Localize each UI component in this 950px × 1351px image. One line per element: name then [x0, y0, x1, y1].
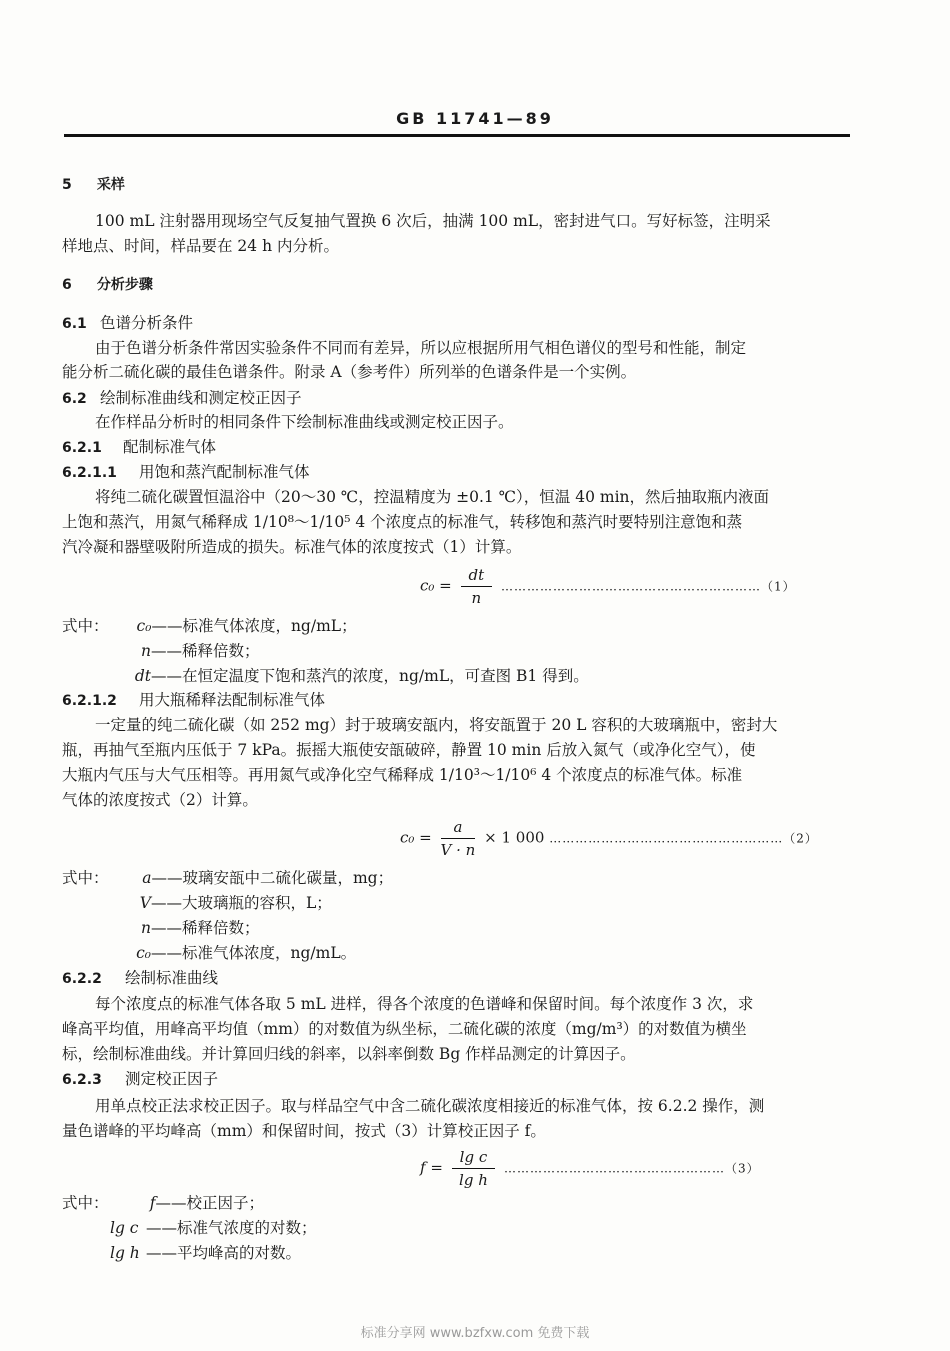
section-title: 用大瓶稀释法配制标准气体 — [138, 691, 325, 709]
definition-line — [113, 641, 260, 661]
equation-tag: ………………………………………………（2） — [549, 831, 818, 846]
section-title: 绘制标准曲线 — [124, 969, 218, 987]
fraction — [461, 566, 493, 607]
paragraph-line: 标，绘制标准曲线。并计算回归线的斜率，以斜率倒数 Bg 作样品测定的计算因子。 — [62, 1045, 636, 1063]
paragraph-line: 量色谱峰的平均峰高（mm）和保留时间，按式（3）计算校正因子 f。 — [62, 1122, 546, 1140]
fraction-denominator: V · n — [440, 841, 476, 859]
section-number: 6.2.1.1 — [62, 465, 117, 481]
definition-line — [62, 616, 357, 636]
paragraph-line: 将纯二硫化碳置恒温浴中（20～30 ℃，控温精度为 ±0.1 ℃），恒温 40 min，然后抽取瓶内液面 — [95, 488, 770, 506]
fraction-numerator: lg c — [452, 1148, 496, 1169]
section-title: 绘制标准曲线和测定校正因子 — [99, 389, 302, 407]
definition-symbol: lg c — [110, 1219, 139, 1237]
fraction — [452, 1148, 496, 1189]
definition-line — [113, 918, 260, 938]
section-6-1-heading — [62, 313, 193, 334]
paragraph-line: 峰高平均值，用峰高平均值（mm）的对数值为纵坐标，二硫化碳的浓度（mg/m³）的对数值为横坐 — [62, 1020, 747, 1038]
definition-line — [113, 893, 332, 913]
section-number: 6.2.1.2 — [62, 693, 117, 709]
definition-text: ——平均峰高的对数。 — [146, 1244, 302, 1262]
section-number: 6.2 — [62, 391, 87, 407]
paragraph-line: 每个浓度点的标准气体各取 5 mL 进样，得各个浓度的色谱峰和保留时间。每个浓度作 3 次，求 — [95, 995, 754, 1013]
section-number: 5 — [62, 177, 72, 193]
paragraph-line: 一定量的纯二硫化碳（如 252 mg）封于玻璃安瓿内，将安瓿置于 20 L 容积的大玻璃瓶中，密封大 — [95, 716, 778, 734]
fraction-denominator: lg h — [459, 1171, 488, 1189]
section-title: 色谱分析条件 — [99, 314, 193, 332]
definition-text: ——稀释倍数； — [151, 642, 260, 660]
definition-symbol: c₀ — [136, 617, 152, 635]
paragraph-line: 瓶，再抽气至瓶内压低于 7 kPa。振摇大瓶使安瓿破碎，静置 10 min 后放入氮气（或净化空气），使 — [62, 741, 756, 759]
section-number: 6.2.2 — [62, 971, 102, 987]
equation-tag: ……………………………………………（3） — [504, 1161, 760, 1176]
paragraph-line: 在作样品分析时的相同条件下绘制标准曲线或测定校正因子。 — [95, 413, 514, 431]
paragraph-line: 100 mL 注射器用现场空气反复抽气置换 6 次后，抽满 100 mL，密封进气口。写好标签，注明采 — [95, 212, 771, 230]
definition-lead: 式中： — [62, 1194, 109, 1212]
definition-line — [113, 943, 356, 963]
paragraph-line: 上饱和蒸汽，用氮气稀释成 1/10⁸～1/10⁵ 4 个浓度点的标准气，转移饱和蒸汽时要特别注意饱和蒸 — [62, 513, 743, 531]
section-6-2-3-heading — [62, 1069, 218, 1090]
definition-lead: 式中： — [62, 617, 109, 635]
definition-line — [110, 1243, 301, 1263]
section-5-heading — [62, 175, 125, 195]
definition-text: ——稀释倍数； — [151, 919, 260, 937]
download-footer: 标准分享网 www.bzfxw.com 免费下载 — [360, 1326, 590, 1341]
definition-line — [62, 868, 393, 888]
definition-line — [62, 1193, 264, 1213]
fraction — [441, 818, 476, 859]
section-number: 6.2.3 — [62, 1072, 102, 1088]
section-number: 6 — [62, 277, 72, 293]
equation-lhs: c₀ = — [420, 576, 452, 595]
fraction-numerator: a — [441, 818, 476, 839]
section-title: 测定校正因子 — [124, 1070, 218, 1088]
definition-symbol: V — [139, 894, 151, 912]
definition-line — [110, 1218, 317, 1238]
section-title: 用饱和蒸汽配制标准气体 — [138, 463, 310, 481]
definition-line — [113, 666, 589, 686]
section-6-2-1-1-heading — [62, 462, 309, 483]
equation-lhs: f = — [420, 1158, 443, 1177]
section-number: 6.2.1 — [62, 440, 102, 456]
paragraph-line: 用单点校正法求校正因子。取与样品空气中含二硫化碳浓度相接近的标准气体，按 6.2.2 操作，测 — [95, 1097, 765, 1115]
paragraph-line: 气体的浓度按式（2）计算。 — [62, 791, 258, 809]
fraction-numerator: dt — [461, 566, 493, 587]
header-rule — [64, 134, 850, 137]
definition-text: ——标准气体浓度，ng/mL。 — [151, 944, 357, 962]
paragraph-line: 样地点、时间，样品要在 24 h 内分析。 — [62, 237, 339, 255]
equation-lhs: c₀ = — [400, 828, 432, 847]
definition-text: ——标准气体浓度，ng/mL； — [151, 617, 357, 635]
definition-text: ——校正因子； — [155, 1194, 264, 1212]
section-6-2-1-heading — [62, 437, 216, 458]
paragraph-line: 大瓶内气压与大气压相等。再用氮气或净化空气稀释成 1/10³～1/10⁶ 4 个浓度点的标准气体。标准 — [62, 766, 743, 784]
section-6-2-1-2-heading — [62, 690, 325, 711]
standard-number-header: GB 11741—89 — [396, 109, 554, 128]
equation-3 — [420, 1148, 760, 1189]
definition-symbol: dt — [134, 667, 151, 685]
equation-1 — [420, 566, 796, 607]
section-title: 配制标准气体 — [122, 438, 216, 456]
definition-text: ——在恒定温度下饱和蒸汽的浓度，ng/mL，可查图 B1 得到。 — [151, 667, 589, 685]
section-6-2-2-heading — [62, 968, 218, 989]
definition-text: ——大玻璃瓶的容积，L； — [151, 894, 332, 912]
section-title: 分析步骤 — [96, 277, 153, 293]
section-6-2-heading — [62, 388, 301, 409]
definition-symbol: lg h — [110, 1244, 140, 1262]
fraction-denominator: n — [471, 589, 482, 607]
paragraph-line: 汽冷凝和器壁吸附所造成的损失。标准气体的浓度按式（1）计算。 — [62, 538, 522, 556]
equation-multiplier: × 1 000 — [484, 828, 545, 847]
equation-2 — [400, 818, 818, 859]
definition-text: ——标准气浓度的对数； — [146, 1219, 317, 1237]
definition-symbol: a — [142, 869, 152, 887]
paragraph-line: 由于色谱分析条件常因实验条件不同而有差异，所以应根据所用气相色谱仪的型号和性能，制定 — [95, 339, 747, 357]
equation-tag: ……………………………………………………（1） — [500, 579, 796, 594]
section-6-heading — [62, 275, 153, 295]
definition-symbol: c₀ — [136, 944, 151, 962]
section-title: 采样 — [96, 177, 125, 193]
definition-symbol: n — [141, 919, 151, 937]
paragraph-line: 能分析二硫化碳的最佳色谱条件。附录 A（参考件）所列举的色谱条件是一个实例。 — [62, 363, 637, 381]
definition-text: ——玻璃安瓿中二硫化碳量，mg； — [151, 869, 394, 887]
definition-symbol: n — [141, 642, 151, 660]
section-number: 6.1 — [62, 316, 87, 332]
definition-symbol: f — [149, 1194, 156, 1212]
definition-lead: 式中： — [62, 869, 109, 887]
